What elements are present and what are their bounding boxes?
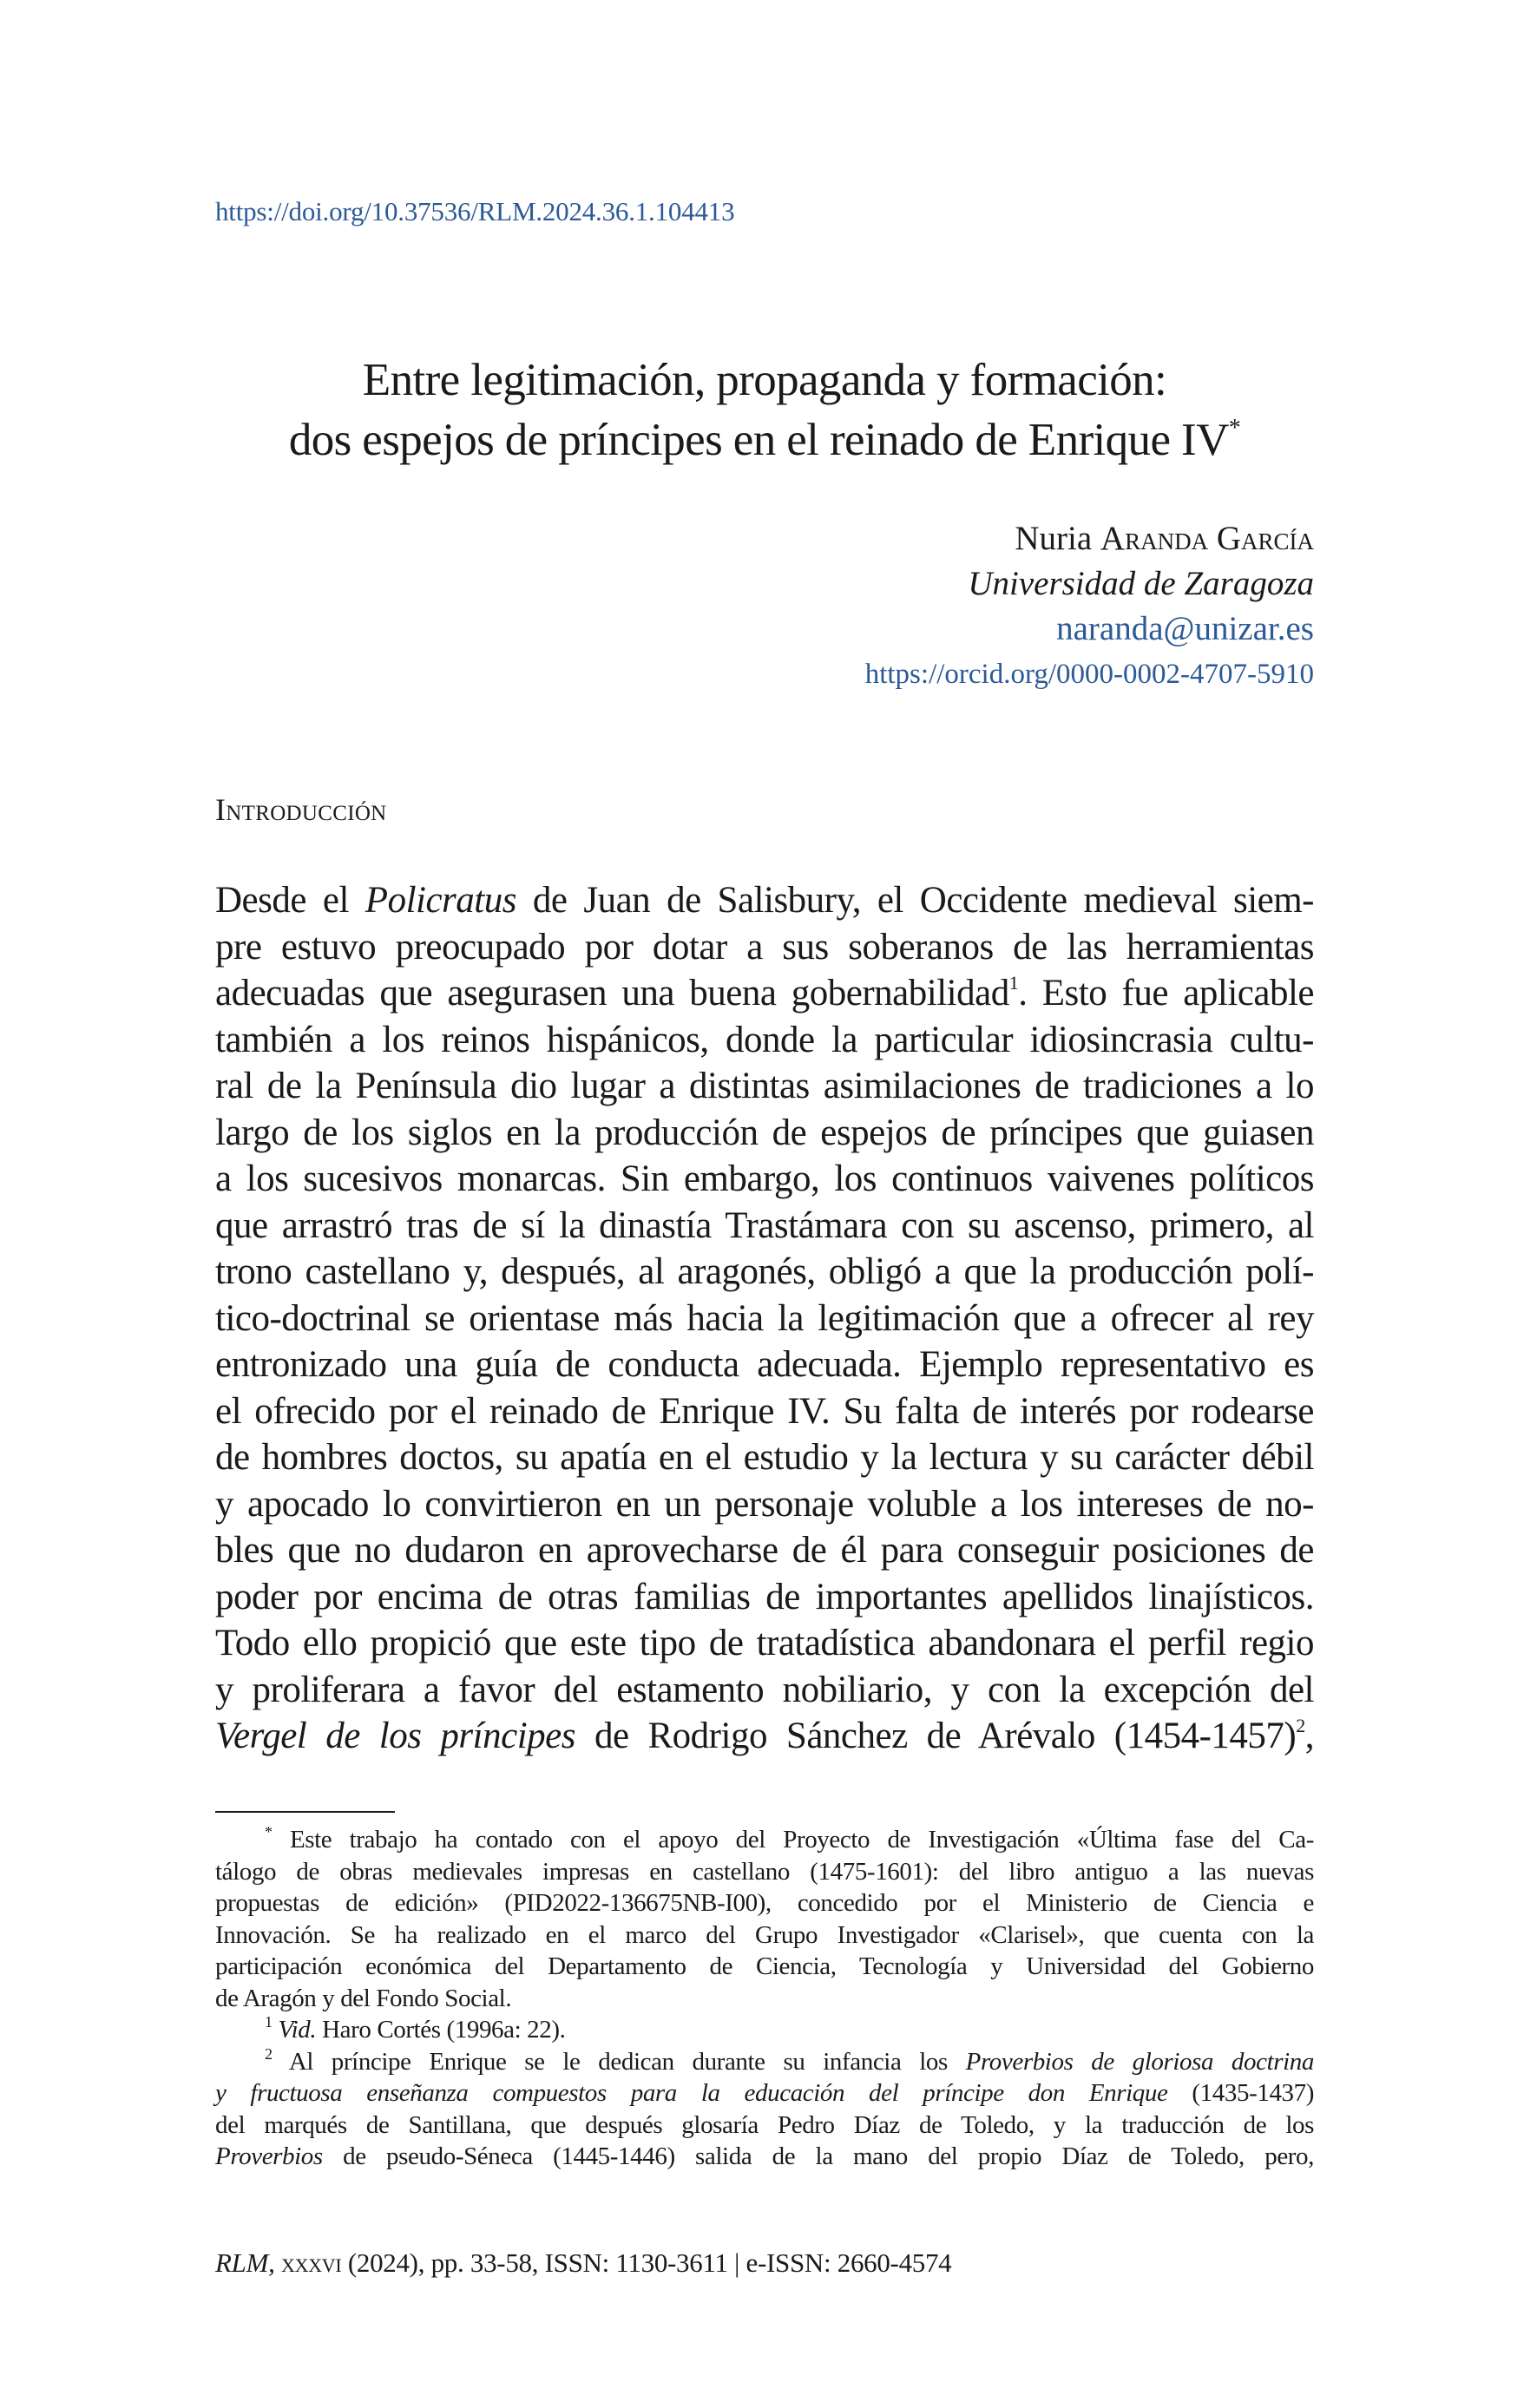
footnote-line: propuestas de edición» (PID2022-136675NB-I00), concedido por el Ministerio de Ciencia e (215, 1889, 1314, 1917)
journal-volume: xxxvi (281, 2247, 342, 2278)
body-line: entronizado una guía de conducta adecuada. Ejemplo representativo es (215, 1344, 1314, 1385)
body-line: de hombres doctos, su apatía en el estudio y la lectura y su carácter débil (215, 1437, 1314, 1478)
body-line: a los sucesivos monarcas. Sin embargo, los continuos vaivenes políticos (215, 1158, 1314, 1199)
body-line: bles que no dudaron en aprovecharse de él para conseguir posiciones de (215, 1530, 1314, 1571)
journal-abbrev: RLM, (215, 2247, 275, 2278)
section-heading: Introducción (215, 792, 387, 827)
author-given-name: Nuria (1015, 520, 1093, 557)
body-line: adecuadas que asegurasen una buena gobernabilidad$^1$. Esto fue aplicable (215, 972, 1314, 1014)
body-line: tico-doctrinal se orientase más hacia la legitimación que a ofrecer al rey (215, 1297, 1314, 1339)
author-block (446, 516, 1314, 697)
author-orcid-link[interactable]: https://orcid.org/0000-0002-4707-5910 (864, 659, 1314, 690)
body-line: trono castellano y, después, al aragonés, obligó a que la producción polí- (215, 1251, 1314, 1292)
footnote-ref-2[interactable]: 2 (1296, 1715, 1305, 1736)
body-line: Todo ello propició que este tipo de tratadística abandonara el perfil regio (215, 1623, 1314, 1663)
body-line: también a los reinos hispánicos, donde la particular idiosincrasia cultu- (215, 1019, 1314, 1060)
body-line: el ofrecido por el reinado de Enrique IV. Su falta de interés por rodearse (215, 1390, 1314, 1432)
doi-link[interactable]: https://doi.org/10.37536/RLM.2024.36.1.104413 (215, 196, 735, 226)
footnote-marker: 1 (265, 2013, 273, 2031)
footnotes (215, 1824, 1314, 2173)
author-name (446, 516, 1314, 561)
body-line: y apocado lo convirtieron en un personaje voluble a los intereses de no- (215, 1483, 1314, 1525)
footnote-line: de Aragón y del Fondo Social. (215, 1984, 512, 2012)
footnote-marker: 2 (265, 2044, 273, 2063)
body-line: y proliferara a favor del estamento nobiliario, y con la excepción del (215, 1669, 1314, 1710)
journal-citation: (2024), pp. 33-58, ISSN: 1130-3611 | e-ISSN: 2660-4574 (341, 2247, 952, 2278)
author-affiliation: Universidad de Zaragoza (968, 565, 1314, 602)
body-line: que arrastró tras de sí la dinastía Trastámara con su ascenso, primero, al (215, 1204, 1314, 1246)
body-line: pre estuvo preocupado por dotar a sus soberanos de las herramientas (215, 926, 1314, 968)
body-line: poder por encima de otras familias de importantes apellidos linajísticos. (215, 1576, 1314, 1617)
footnote-line: del marqués de Santillana, que después glosaría Pedro Díaz de Toledo, y la traducción de los (215, 2110, 1314, 2139)
body-line: Vergel de los príncipes de Rodrigo Sánchez de Arévalo (1454-1457)$^2$, (215, 1715, 1314, 1756)
article-title (215, 351, 1314, 470)
body-line: ral de la Península dio lugar a distintas asimilaciones de tradiciones a lo (215, 1066, 1314, 1106)
footnote-line: tálogo de obras medievales impresas en castellano (1475-1601): del libro antiguo a las nuevas (215, 1857, 1314, 1886)
footnote-1 (215, 2014, 1314, 2046)
page-footer (215, 2247, 951, 2279)
footnote-line: participación económica del Departamento de Ciencia, Tecnología y Universidad del Gobierno (215, 1952, 1314, 1980)
footnote-line: $^1$ Vid. Haro Cortés (1996a: 22). (265, 2013, 566, 2044)
footnote-line: $^2$ Al príncipe Enrique se le dedican durante su infancia los Proverbios de gloriosa doctrina (265, 2044, 1314, 2076)
footnote-line: y fructuosa enseñanza compuestos para la educación del príncipe don Enrique (1435-1437) (215, 2079, 1314, 2107)
footnote-ref-1[interactable]: 1 (1008, 972, 1019, 994)
body-line: Desde el Policratus de Juan de Salisbury, el Occidente medieval siem- (215, 880, 1314, 921)
footnote-line: * Este trabajo ha contado con el apoyo del Proyecto de Investigación «Última fase del Ca- (265, 1823, 1314, 1854)
title-line-2: dos espejos de príncipes en el reinado de Enrique IV (288, 415, 1229, 465)
body-line: largo de los siglos en la producción de espejos de príncipes que guiasen (215, 1112, 1314, 1153)
footnote-marker: * (265, 1823, 273, 1840)
title-line-1: Entre legitimación, propaganda y formación: (362, 355, 1167, 405)
author-email-link[interactable]: naranda@unizar.es (1056, 610, 1314, 647)
footnote-star (215, 1824, 1314, 2014)
footnote-line: Proverbios de pseudo-Séneca (1445-1446) salida de la mano del propio Díaz de Toledo, pero, (215, 2142, 1314, 2170)
footnote-divider (215, 1811, 395, 1813)
footnote-2 (215, 2046, 1314, 2173)
footnote-line: Innovación. Se ha realizado en el marco del Grupo Investigador «Clarisel», que cuenta con la (215, 1920, 1314, 1949)
author-surname: Aranda García (1100, 520, 1314, 557)
body-paragraph (215, 877, 1314, 1760)
title-footnote-marker[interactable]: * (1228, 415, 1241, 442)
